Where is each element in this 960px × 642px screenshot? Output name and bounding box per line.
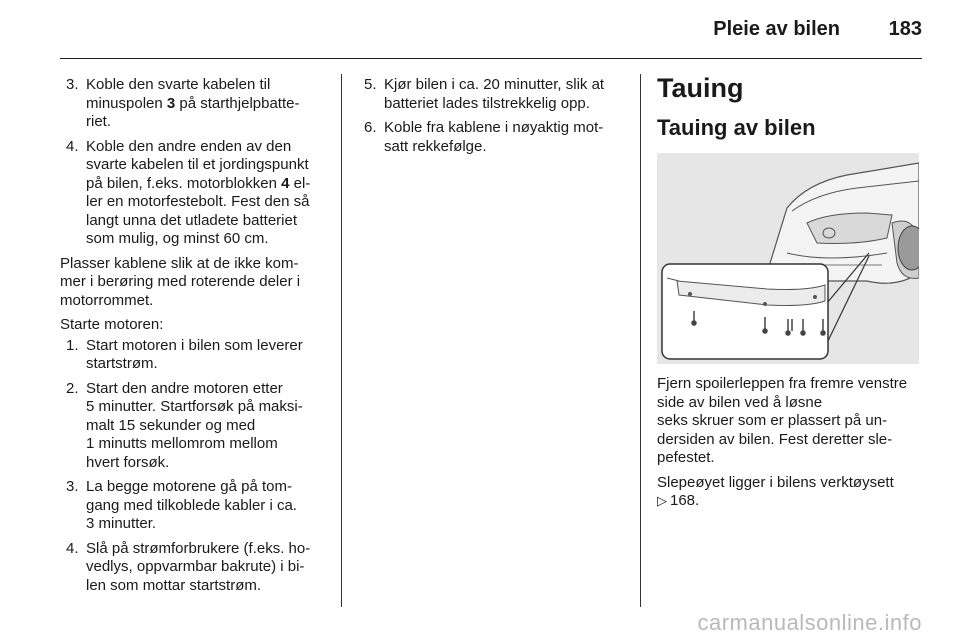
header-divider [60,58,922,59]
list-text: Slå på strømforbrukere (f.eks. ho- vedlys, oppvarmbar bakrute) i bi- len som mottar startstrøm. [86,539,311,594]
list-text: Koble den svarte kabelen til minuspolen 3 på starthjelpbatte- riet. [86,76,300,130]
section-heading: Tauing [657,73,744,103]
list-number: 6. [364,119,377,136]
list-item [60,478,332,534]
paragraph: Starte motoren: [60,316,164,333]
column-divider-2 [640,74,641,607]
column-1 [60,76,332,601]
list-text: Koble den andre enden av den svarte kabelen til et jordingspunkt på bilen, f.eks. motorblokken 4 el- ler en motorfestebolt. Fest den så langt unna det utladete batteriet som mulig, og minst 60 cm. [86,137,311,247]
page-header-title: Pleie av bilen [713,18,840,40]
paragraph: Plasser kablene slik at de ikke kom- mer i berøring med roterende deler i motorrommet. [60,254,301,309]
list-item [358,119,634,156]
column-3 [657,72,923,517]
paragraph: Fjern spoilerleppen fra fremre venstre side av bilen ved å løsne seks skruer som er plassert på un- dersiden av bilen. Fest deretter sle- pefestet. [657,375,908,466]
list-text: Start motoren i bilen som leverer startstrøm. [86,336,303,372]
page-reference[interactable]: 168. [670,492,700,509]
list-item [60,138,332,249]
page-number: 183 [888,18,922,40]
callout-number: 3 [166,94,176,112]
list-number: 2. [66,379,79,397]
list-number: 4. [66,539,79,557]
list-item [358,76,634,113]
list-number: 3. [66,76,79,93]
column-2 [358,76,634,162]
list-number: 5. [364,76,377,93]
list-item [60,337,332,374]
watermark: carmanualsonline.info [697,610,922,635]
page-reference-icon: ▷ [657,493,667,508]
car-spoiler-illustration [657,153,919,364]
list-item [60,76,332,132]
list-text: Start den andre motoren etter 5 minutter. Startforsøk på maksi- malt 15 sekunder og med 1 minutts mellomrom mellom hvert forsøk. [86,379,303,471]
list-text: Koble fra kablene i nøyaktig mot- satt rekkefølge. [384,119,604,155]
list-text: Kjør bilen i ca. 20 minutter, slik at batteriet lades tilstrekkelig opp. [384,76,605,112]
section-subheading: Tauing av bilen [657,115,816,140]
column-divider-1 [341,74,342,607]
list-item [60,540,332,596]
list-text: La begge motorene gå på tom- gang med tilkoblede kabler i ca. 3 minutter. [86,478,297,532]
list-number: 3. [66,478,79,495]
list-item [60,380,332,473]
paragraph-reference: Slepeøyet ligger i bilens verktøysett ▷ 168. [657,473,894,509]
list-number: 1. [66,336,79,354]
list-number: 4. [66,137,79,155]
callout-number: 4 [281,174,290,192]
